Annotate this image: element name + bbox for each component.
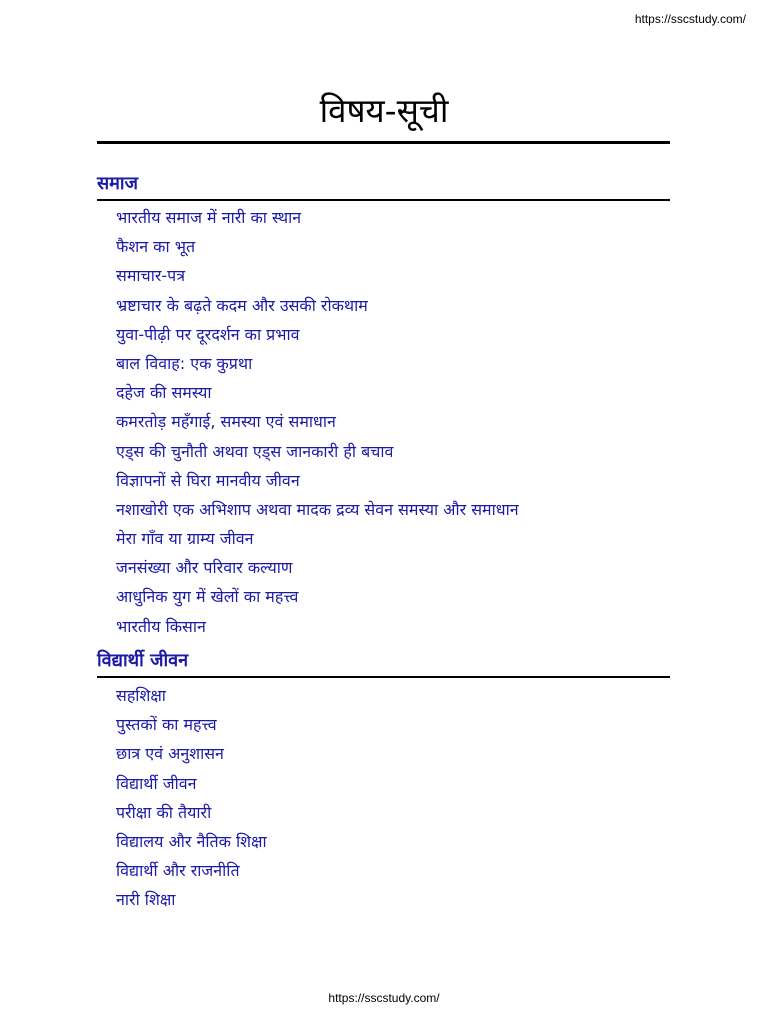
- toc-item[interactable]: दहेज की समस्या: [116, 383, 212, 403]
- toc-item[interactable]: समाचार-पत्र: [116, 266, 186, 286]
- toc-item[interactable]: पुस्तकों का महत्त्व: [116, 715, 217, 735]
- toc-item[interactable]: छात्र एवं अनुशासन: [116, 744, 224, 764]
- toc-item[interactable]: जनसंख्या और परिवार कल्याण: [116, 558, 293, 578]
- toc-item[interactable]: नारी शिक्षा: [116, 890, 176, 910]
- toc-item[interactable]: विद्यार्थी जीवन: [116, 773, 197, 793]
- section-heading-samaj: समाज: [97, 173, 138, 194]
- section-heading-vidyarthi-jeevan: विद्यार्थी जीवन: [97, 650, 189, 671]
- toc-item[interactable]: युवा-पीढ़ी पर दूरदर्शन का प्रभाव: [116, 324, 300, 344]
- title-divider: [97, 141, 670, 144]
- toc-item[interactable]: भारतीय समाज में नारी का स्थान: [116, 208, 302, 227]
- toc-item[interactable]: भ्रष्टाचार के बढ़ते कदम और उसकी रोकथाम: [116, 295, 368, 315]
- toc-item[interactable]: एड्स की चुनौती अथवा एड्स जानकारी ही बचाव: [116, 441, 394, 461]
- toc-item[interactable]: सहशिक्षा: [116, 686, 166, 705]
- section-divider-samaj: [97, 199, 670, 201]
- toc-list-vidyarthi-jeevan: [116, 681, 267, 915]
- toc-item[interactable]: फैशन का भूत: [116, 237, 196, 257]
- toc-item[interactable]: विद्यार्थी और राजनीति: [116, 861, 240, 881]
- toc-item[interactable]: भारतीय किसान: [116, 616, 206, 636]
- header-url[interactable]: https://sscstudy.com/: [634, 12, 746, 26]
- toc-item[interactable]: बाल विवाह: एक कुप्रथा: [116, 353, 253, 373]
- toc-item[interactable]: परीक्षा की तैयारी: [116, 802, 212, 822]
- toc-item[interactable]: नशाखोरी एक अभिशाप अथवा मादक द्रव्य सेवन समस्या और समाधान: [116, 499, 519, 519]
- toc-item[interactable]: आधुनिक युग में खेलों का महत्त्व: [116, 587, 299, 607]
- toc-item[interactable]: कमरतोड़ महँगाई, समस्या एवं समाधान: [116, 412, 336, 432]
- footer-url[interactable]: https://sscstudy.com/: [328, 991, 440, 1005]
- section-divider-vidyarthi-jeevan: [97, 676, 670, 678]
- toc-item[interactable]: विज्ञापनों से घिरा मानवीय जीवन: [116, 470, 300, 490]
- toc-item[interactable]: विद्यालय और नैतिक शिक्षा: [116, 831, 267, 851]
- page-title: विषय-सूची: [319, 91, 449, 130]
- toc-list-samaj: [116, 203, 519, 641]
- toc-item[interactable]: मेरा गाँव या ग्राम्य जीवन: [116, 529, 254, 549]
